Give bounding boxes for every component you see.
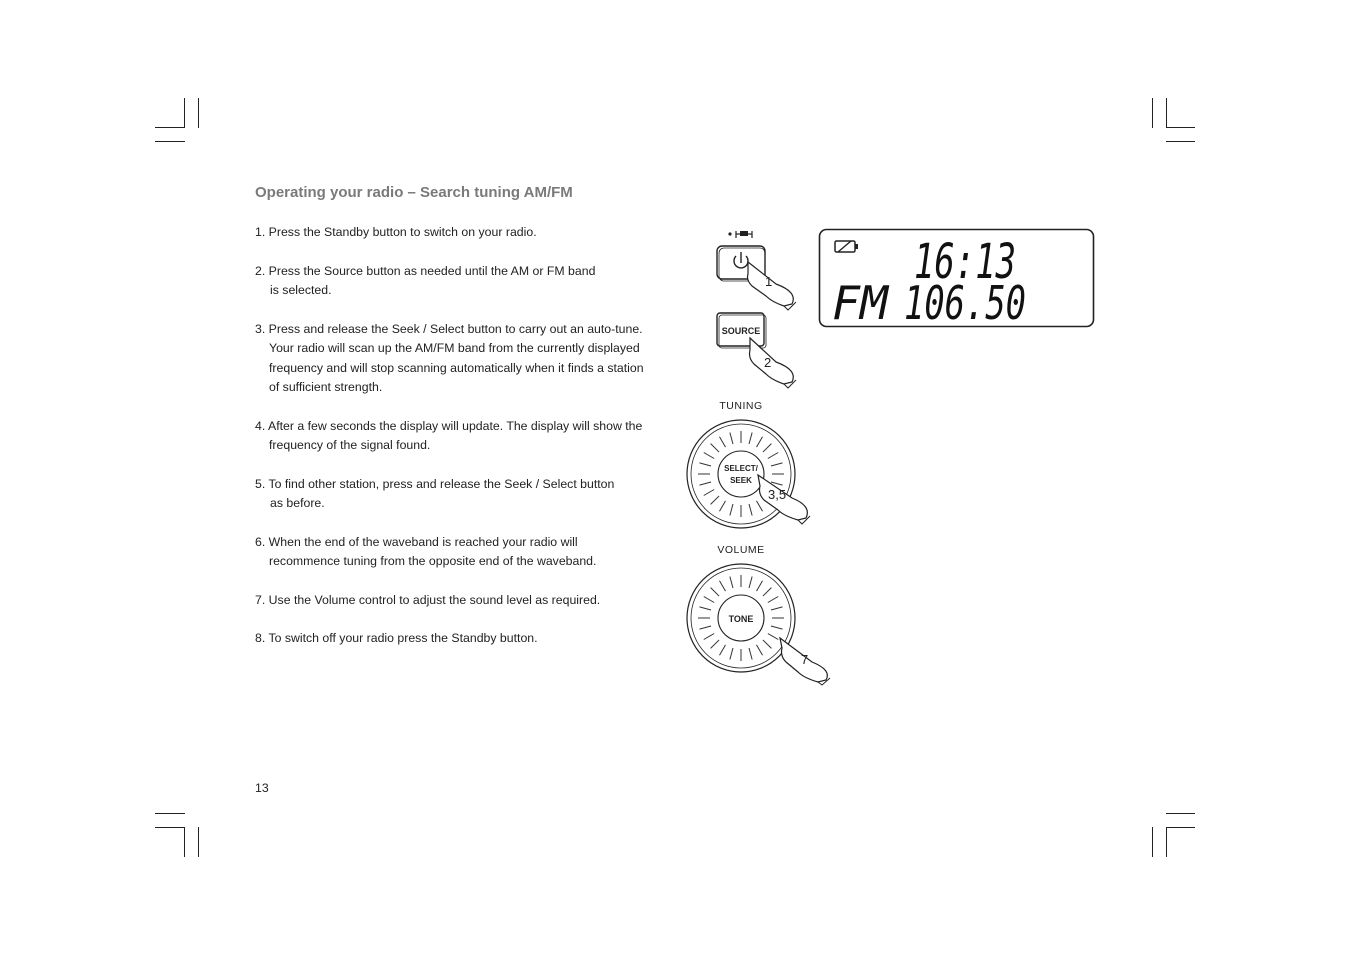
crop-mark — [155, 827, 185, 828]
step-item — [255, 223, 675, 243]
lcd-time: 16:13 — [914, 234, 1016, 290]
crop-mark — [155, 127, 185, 128]
step-item — [255, 475, 675, 514]
lcd-frequency: 106.50 — [904, 276, 1026, 330]
step-line: frequency and will stop scanning automatically when it finds a station — [269, 360, 644, 375]
step-line: 5. To find other station, press and release the Seek / Select button — [255, 476, 615, 491]
step-line: 2. Press the Source button as needed until the AM or FM band — [255, 263, 596, 278]
step-line: 1. Press the Standby button to switch on your radio. — [255, 225, 537, 239]
step-item — [255, 417, 675, 456]
step-line: frequency of the signal found. — [269, 438, 431, 452]
callout-number: 7 — [801, 652, 809, 667]
standby-symbol-icon — [728, 231, 752, 238]
callout-number: 1 — [765, 274, 773, 289]
crop-mark — [1166, 127, 1195, 128]
step-line: 7. Use the Volume control to adjust the sound level as required. — [255, 592, 601, 607]
lcd-display — [818, 228, 1096, 330]
tuning-knob[interactable] — [687, 420, 795, 528]
crop-mark — [1152, 827, 1153, 857]
pointing-hand-icon — [750, 338, 797, 388]
step-item — [255, 320, 675, 398]
volume-knob[interactable] — [687, 564, 795, 672]
crop-mark — [155, 813, 185, 814]
crop-mark — [1152, 98, 1153, 128]
step-item — [255, 262, 675, 301]
crop-mark — [1166, 827, 1167, 857]
step-line: 6. When the end of the waveband is reached your radio will — [255, 534, 578, 549]
step-line: Your radio will scan up the AM/FM band from the currently displayed — [269, 341, 640, 355]
step-line: 8. To switch off your radio press the Standby button. — [255, 631, 538, 645]
source-button[interactable] — [717, 313, 766, 348]
step-item — [255, 629, 675, 649]
crop-mark — [1166, 827, 1195, 828]
crop-mark — [1166, 141, 1195, 142]
source-button-label: SOURCE — [721, 326, 761, 336]
crop-mark — [184, 98, 185, 128]
step-line: 3. Press and release the Seek / Select button to carry out an auto-tune. — [255, 321, 643, 336]
step-item — [255, 591, 675, 611]
crop-mark — [198, 827, 199, 857]
callout-number: 3,5 — [768, 487, 787, 502]
step-item — [255, 533, 675, 572]
select-seek-label: SEEK — [730, 476, 752, 485]
step-line: of sufficient strength. — [269, 380, 383, 394]
step-line: 4. After a few seconds the display will update. The display will show the — [255, 418, 643, 433]
crop-mark — [198, 98, 199, 128]
page-title: Operating your radio – Search tuning AM/FM — [255, 184, 573, 201]
volume-label: VOLUME — [717, 544, 765, 556]
lcd-band: FM — [832, 276, 891, 330]
tone-label: TONE — [728, 614, 754, 624]
crop-mark — [1166, 813, 1195, 814]
crop-mark — [184, 827, 185, 857]
page-number: 13 — [255, 781, 269, 795]
controls-illustration — [680, 222, 840, 687]
step-line: recommence tuning from the opposite end of the waveband. — [269, 554, 597, 568]
callout-number: 2 — [764, 355, 772, 370]
crop-mark — [1166, 98, 1167, 128]
crop-mark — [155, 141, 185, 142]
tuning-label: TUNING — [719, 400, 763, 412]
select-seek-label: SELECT/ — [724, 464, 758, 473]
instruction-steps — [255, 223, 675, 668]
step-line: is selected. — [270, 283, 332, 297]
step-line: as before. — [270, 496, 325, 510]
